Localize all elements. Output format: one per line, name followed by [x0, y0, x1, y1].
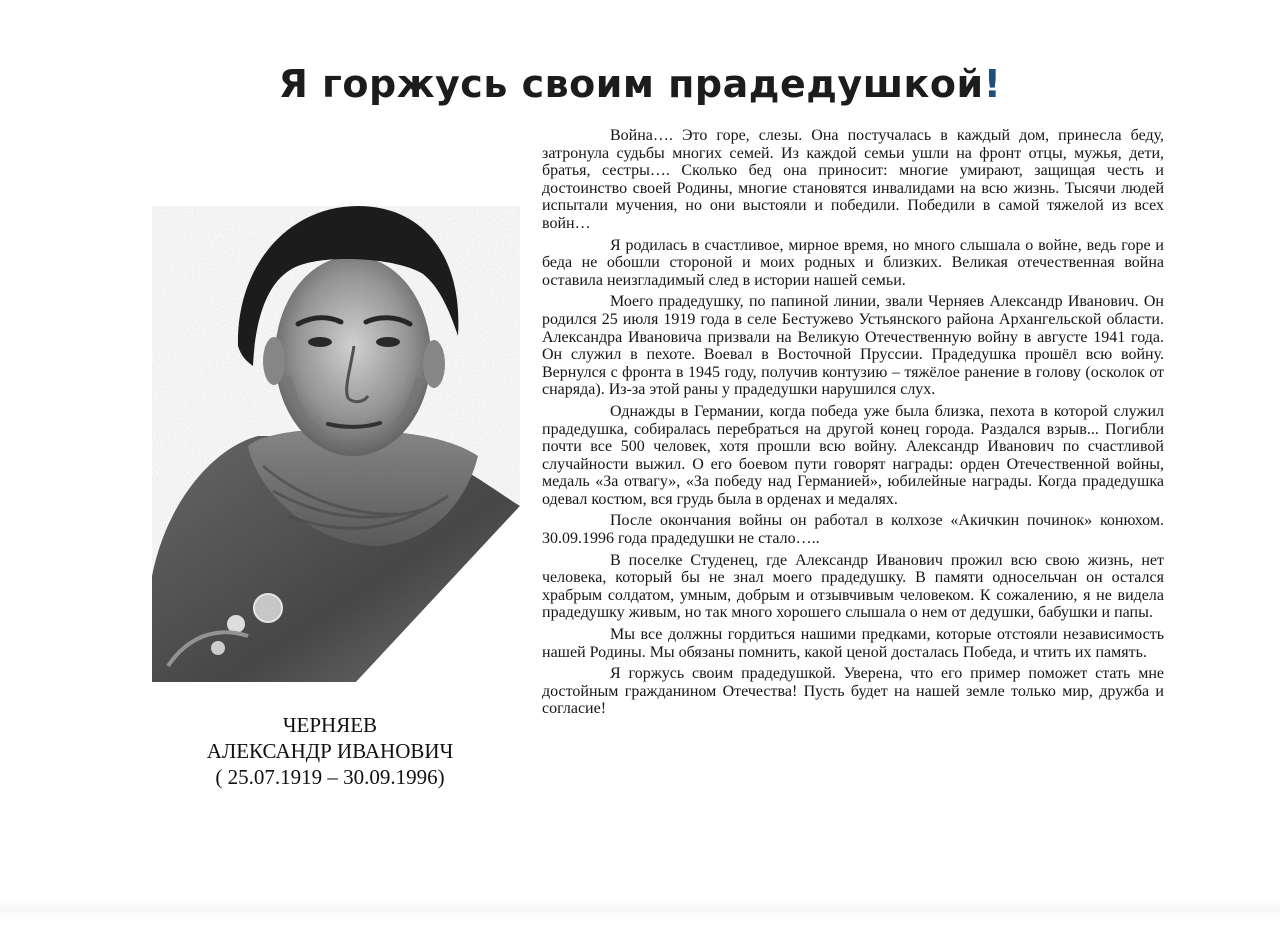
caption-full-name: АЛЕКСАНДР ИВАНОВИЧ [206, 739, 454, 763]
article-paragraph: Однажды в Германии, когда победа уже была близка, пехота в которой служил прадедушка, собиралась перебраться на другой конец города. Раздался взрыв... Погибли почти все 500 человек, хотя прошли всю войну. Александр Иванович по счастливой случайности выжил. О его боевом пути говорят награды: орден Отечественной войны, медаль «За отвагу», «За победу над Германией», юбилейные награды. Когда прадедушка одевал костюм, вся грудь была в орденах и медалях. [542, 402, 1164, 508]
article-paragraph: Я горжусь своим прадедушкой. Уверена, что его пример поможет стать мне достойным гражданином Отечества! Пусть будет на нашей земле только мир, дружба и согласие! [542, 665, 1164, 718]
article-paragraph: Моего прадедушку, по папиной линии, звали Черняев Александр Иванович. Он родился 25 июля 1919 года в селе Бестужево Устьянского района Архангельской области. Александра Ивановича призвали на Великую Отечественную войну в августе 1941 года. Он служил в пехоте. Воевал в Восточной Пруссии. Прадедушка прошёл всю войну. Вернулся с фронта в 1945 году, получив контузию – тяжёлое ранение в голову (осколок от снаряда). Из-за этой раны у прадедушки нарушился слух. [542, 293, 1164, 399]
article-paragraph: Мы все должны гордиться нашими предками, которые отстояли независимость нашей Родины. Мы обязаны помнить, какой ценой досталась Победа, и чтить их память. [542, 626, 1164, 661]
page-title [0, 62, 1280, 106]
photo-caption [160, 712, 500, 790]
portrait-photo [148, 196, 520, 682]
article-paragraph: Война…. Это горе, слезы. Она постучалась в каждый дом, принесла беду, затронула судьбы многих семей. Из каждой семьи ушли на фронт отцы, мужья, дети, братья, сестры…. Сколько бед она приносит: многие умирают, защищая честь и достоинство своей Родины, многие становятся инвалидами на всю жизнь. Тысячи людей испытали мучения, но они выстояли и победили. Победили в самой тяжелой из всех войн… [542, 127, 1164, 232]
scan-edge [0, 900, 1280, 920]
page-title-text: Я горжусь своим прадедушкой [278, 62, 984, 106]
article-text [542, 127, 1164, 722]
article-paragraph: Я родилась в счастливое, мирное время, но много слышала о войне, ведь горе и беда не обошли стороной и моих родных и близких. Великая отечественная война оставила неизгладимый след в истории нашей семьи. [542, 236, 1164, 289]
article-paragraph: В поселке Студенец, где Александр Иванович прожил всю свою жизнь, нет человека, который бы не знал моего прадедушку. В памяти односельчан он остался храбрым солдатом, умным, добрым и отзывчивым человеком. К сожалению, я не видела прадедушку живым, но так много хорошего слышала о нем от дедушки, бабушки и папы. [542, 551, 1164, 622]
caption-surname: ЧЕРНЯЕВ [282, 713, 378, 737]
title-exclamation: ! [983, 62, 1002, 106]
article-paragraph: После окончания войны он работал в колхозе «Акичкин починок» конюхом. 30.09.1996 года прадедушки не стало….. [542, 512, 1164, 548]
caption-dates: ( 25.07.1919 – 30.09.1996) [215, 765, 445, 789]
